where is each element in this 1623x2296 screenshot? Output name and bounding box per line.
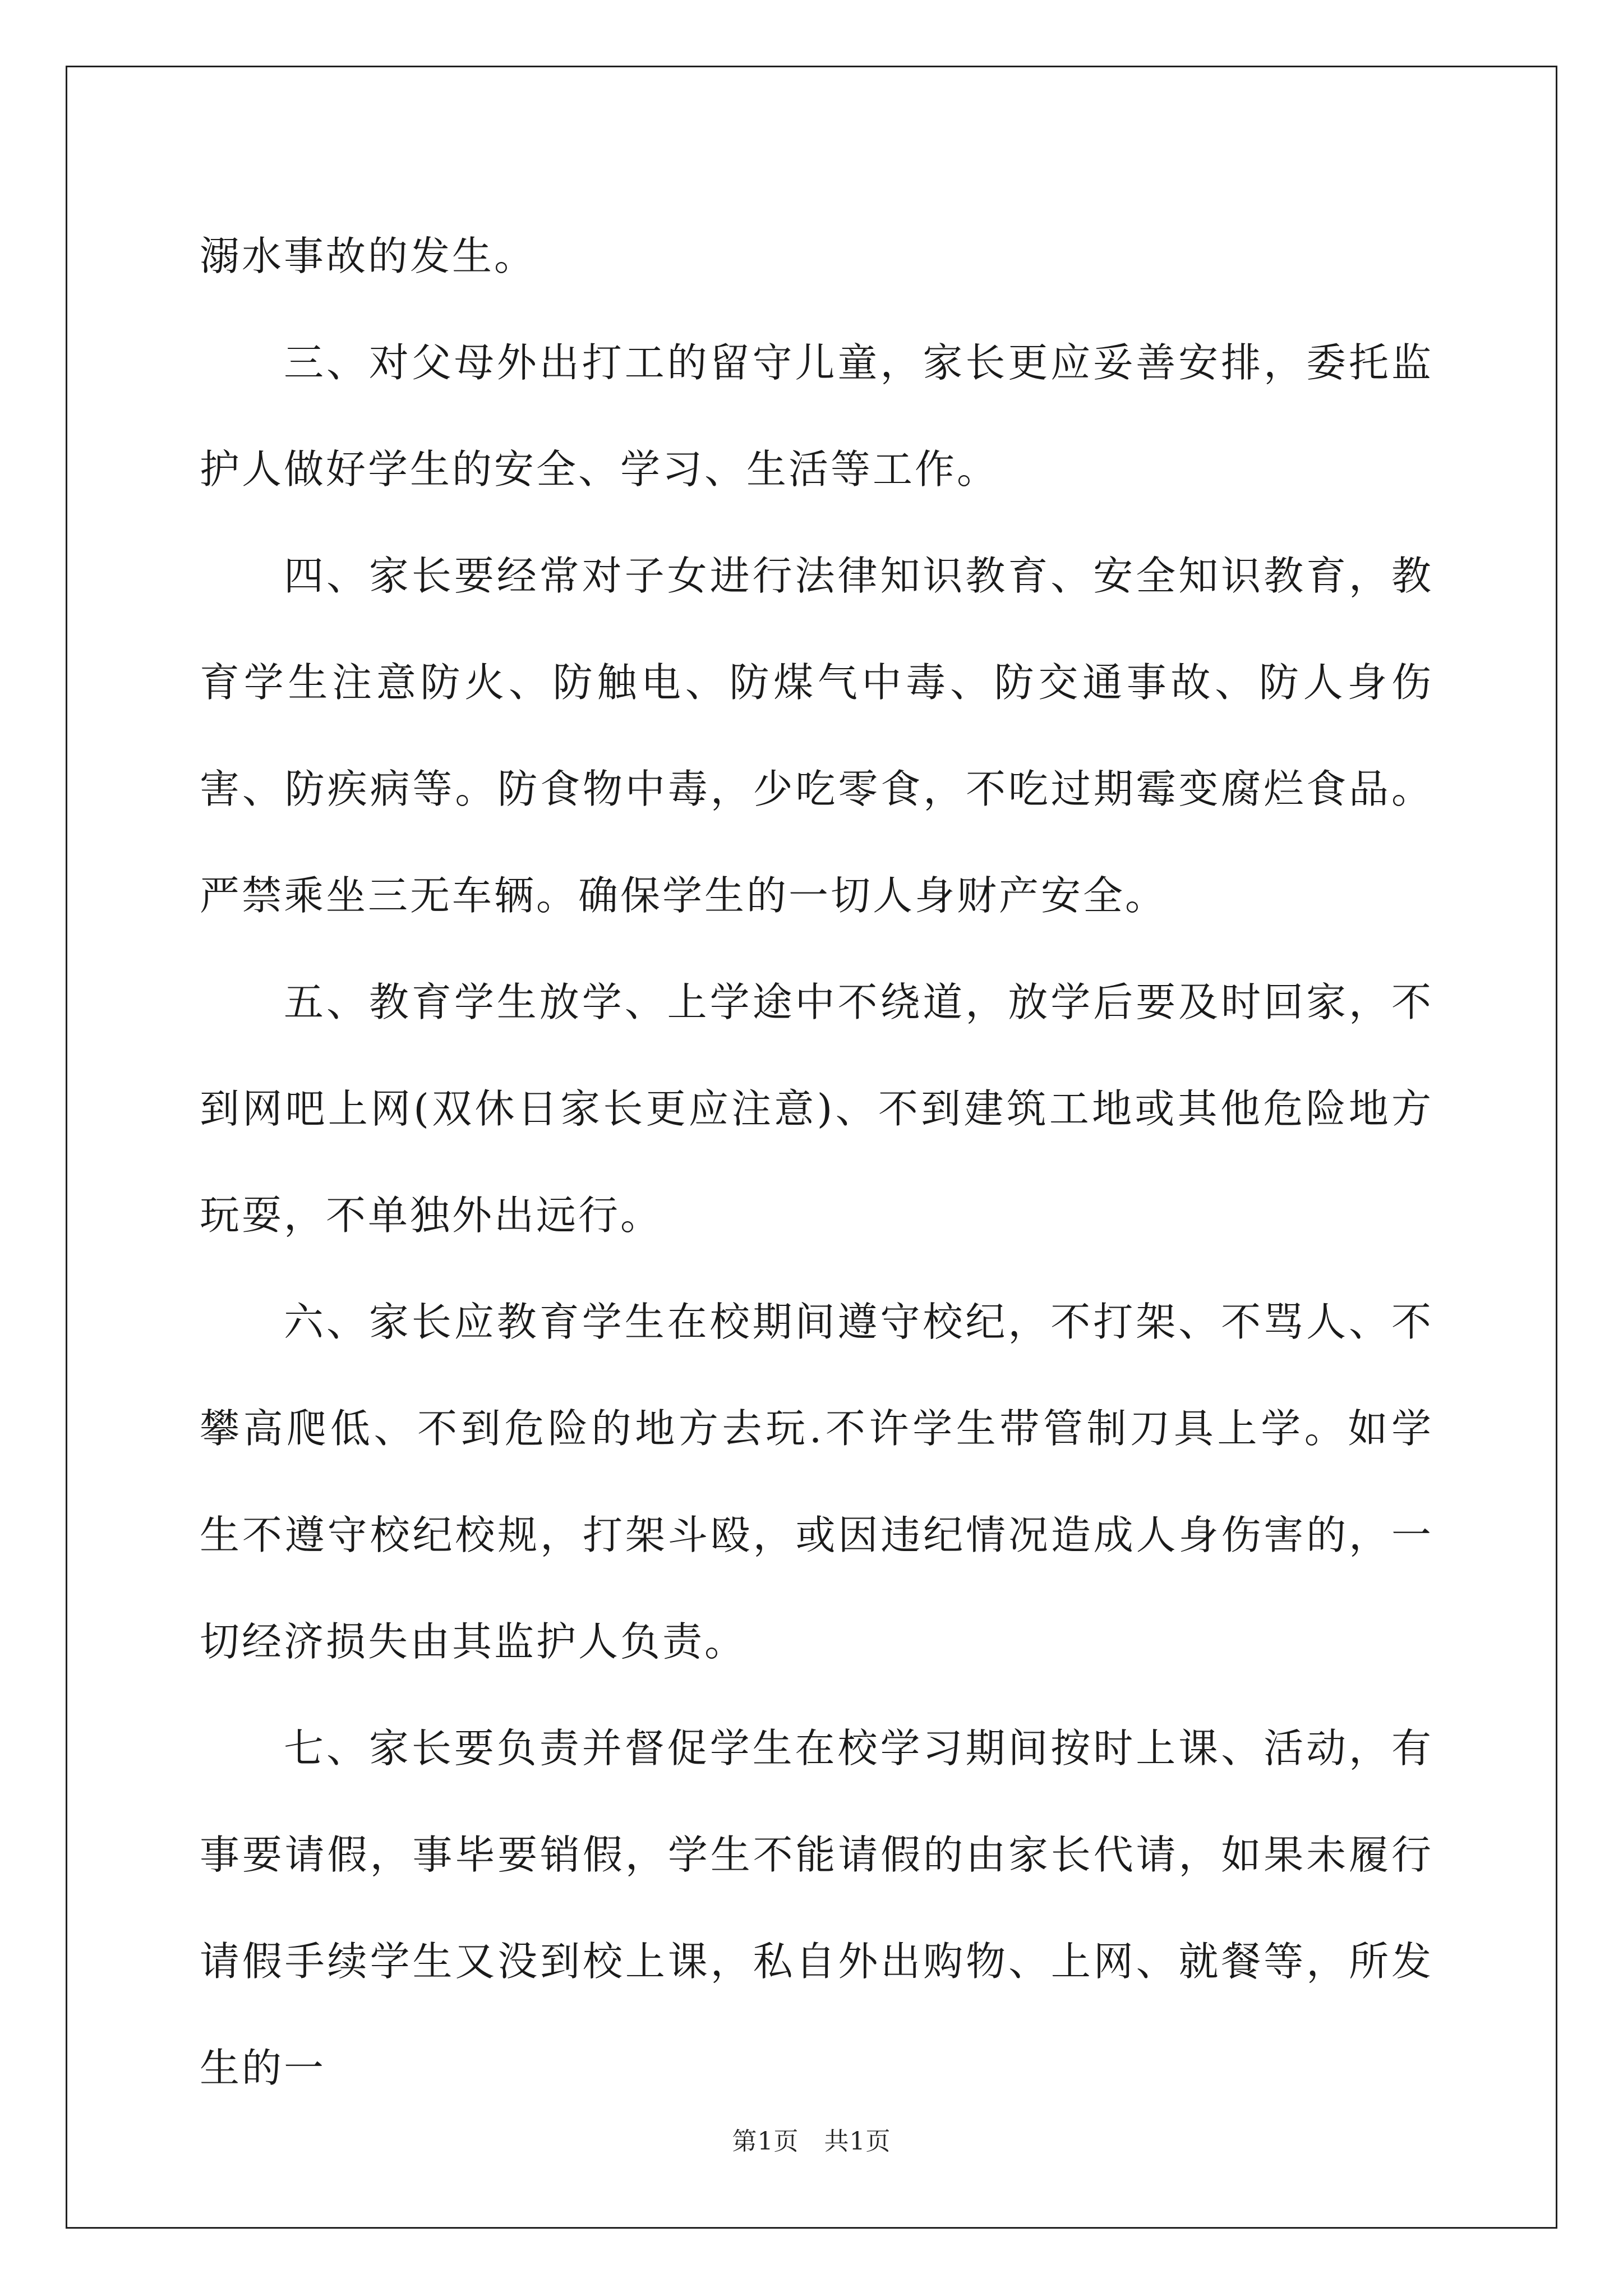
paragraph-item-4: 四、家长要经常对子女进行法律知识教育、安全知识教育，教育学生注意防火、防触电、防煤气中毒、防交通事故、防人身伤害、防疾病等。防食物中毒，少吃零食，不吃过期霉变腐烂食品。严禁乘坐三无车辆。确保学生的一切人身财产安全。: [200, 553, 1433, 919]
paragraph-item-7: 七、家长要负责并督促学生在校学习期间按时上课、活动，有事要请假，事毕要销假，学生不能请假的由家长代请，如果未履行请假手续学生又没到校上课，私自外出购物、上网、就餐等，所发生的一: [200, 1725, 1433, 2091]
page-number-footer: 第1页 共1页: [732, 2127, 891, 2156]
paragraph-continuation: 溺水事故的发生。: [200, 233, 537, 279]
document-body: [200, 203, 1433, 2122]
paragraph-item-6: 六、家长应教育学生在校期间遵守校纪，不打架、不骂人、不攀高爬低、不到危险的地方去玩.不许学生带管制刀具上学。如学生不遵守校纪校规，打架斗殴，或因违纪情况造成人身伤害的，一切经济损失由其监护人负责。: [200, 1299, 1433, 1665]
paragraph-item-3: 三、对父母外出打工的留守儿童，家长更应妥善安排，委托监护人做好学生的安全、学习、生活等工作。: [200, 339, 1433, 493]
paragraph-item-5: 五、教育学生放学、上学途中不绕道，放学后要及时回家，不到网吧上网(双休日家长更应注意)、不到建筑工地或其他危险地方玩耍，不单独外出远行。: [200, 979, 1433, 1239]
